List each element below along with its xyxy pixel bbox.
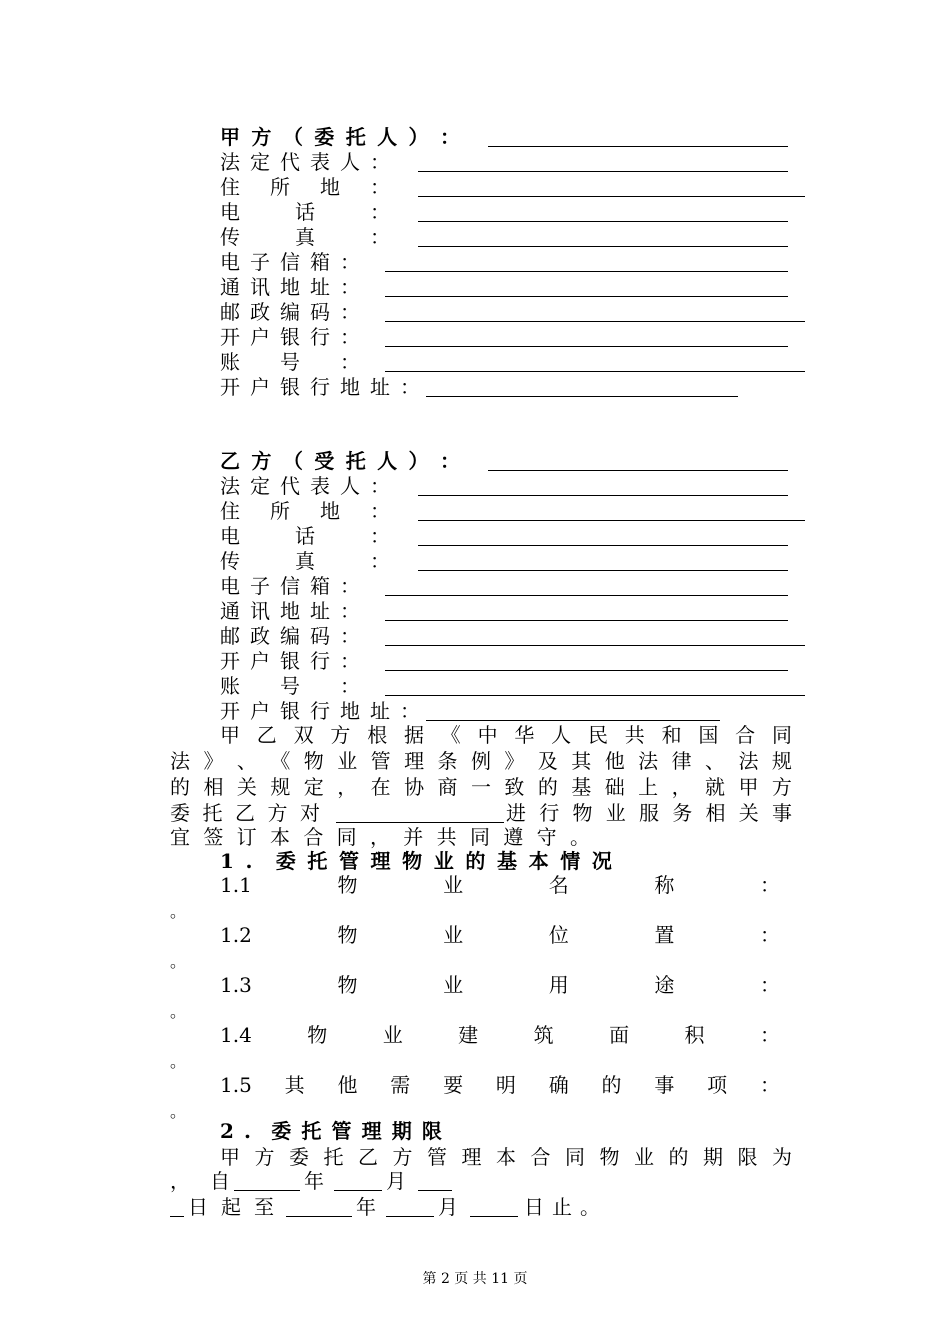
partyA-field-row (220, 249, 810, 275)
partyB-field-blank[interactable] (418, 525, 788, 546)
partyA-field-label: 开 户 银 行 ： (220, 325, 360, 349)
partyB-field-label: 开 户 银 行 地 址 ： (220, 699, 420, 723)
partyA-field-blank[interactable] (418, 151, 788, 172)
end-day-blank[interactable] (470, 1196, 518, 1217)
partyA-name-blank[interactable] (488, 126, 788, 147)
partyB-field-label: 电 话 ： (220, 524, 390, 548)
partyB-field-label: 法 定 代 表 人 ： (220, 474, 390, 498)
item-number: 1.3 (220, 973, 252, 997)
item-label-char: 确 (548, 1073, 569, 1097)
item-label-char: 物 (337, 873, 358, 897)
partyA-field-row (220, 174, 810, 200)
partyA-field-blank[interactable] (418, 201, 788, 222)
property-name-blank[interactable] (336, 802, 504, 823)
partyA-field-row (220, 349, 810, 375)
term-from-label: ， 自 (170, 1169, 230, 1193)
term-to-label: 日 起 至 (188, 1195, 274, 1219)
item-label-char: 项 (707, 1073, 728, 1097)
section-1-heading (220, 848, 612, 874)
partyB-field-label: 住 所 地 ： (220, 499, 390, 523)
start-year-blank[interactable] (234, 1170, 300, 1191)
partyA-field-blank[interactable] (385, 351, 805, 372)
partyA-field-row (220, 224, 810, 250)
section-1-item (220, 1022, 780, 1048)
item-label-char: 需 (390, 1073, 411, 1097)
item-number: 1.1 (220, 873, 252, 897)
item-label-char: 面 (609, 1023, 630, 1047)
partyB-title: 乙 方 （ 受 托 人 ） ： (220, 449, 460, 473)
partyB-field-blank[interactable] (385, 575, 788, 596)
partyB-field-label: 通 讯 地 址 ： (220, 599, 360, 623)
item-label-char: 要 (443, 1073, 464, 1097)
partyA-field-label: 法 定 代 表 人 ： (220, 150, 390, 174)
preamble-line-5 (170, 824, 590, 850)
partyA-field-row (220, 324, 810, 350)
partyB-field-blank[interactable] (385, 675, 805, 696)
partyB-name-blank[interactable] (488, 450, 788, 471)
partyB-field-label: 账 号 ： (220, 674, 360, 698)
partyB-field-blank[interactable] (418, 500, 805, 521)
partyB-field-row (220, 623, 810, 649)
page-footer: 第 2 页 共 11 页 (422, 1271, 528, 1287)
preamble-line-1: 甲 乙 双 方 根 据 《 中 华 人 民 共 和 国 合 同 (220, 723, 792, 747)
item-label-char: 业 (443, 923, 464, 947)
partyA-field-label: 邮 政 编 码 ： (220, 300, 360, 324)
preamble-line-4 (170, 800, 792, 826)
preamble-line-2: 法 》 、 《 物 业 管 理 条 例 》 及 其 他 法 律 、 法 规 (170, 749, 792, 773)
partyB-field-row (220, 698, 810, 724)
item-label-char: 建 (458, 1023, 479, 1047)
partyB-field-row (220, 673, 810, 699)
partyB-field-label: 开 户 银 行 ： (220, 649, 360, 673)
section-1-item (220, 872, 780, 898)
item-number: 1.4 (220, 1023, 252, 1047)
partyA-field-blank[interactable] (385, 251, 788, 272)
item-label-char: 业 (443, 973, 464, 997)
partyA-field-label: 电 子 信 箱 ： (220, 250, 360, 274)
item-label-char: 途 (654, 973, 675, 997)
partyA-field-row (220, 274, 810, 300)
preamble-line-3: 的 相 关 规 定 ， 在 协 商 一 致 的 基 础 上 ， 就 甲 方 (170, 775, 792, 799)
partyA-field-label: 住 所 地 ： (220, 175, 390, 199)
item-end-mark: 。 (170, 1002, 187, 1021)
start-month-blank[interactable] (334, 1170, 382, 1191)
item-end-mark: 。 (170, 1052, 187, 1071)
item-number: 1.2 (220, 923, 252, 947)
partyA-field-blank[interactable] (385, 326, 788, 347)
term-end-label: 日 止 。 (524, 1195, 600, 1219)
item-label-char: 事 (654, 1073, 675, 1097)
partyA-field-label: 开 户 银 行 地 址 ： (220, 375, 420, 399)
partyB-field-blank[interactable] (418, 475, 788, 496)
partyA-title-row (220, 124, 790, 150)
item-label-char: 业 (382, 1023, 403, 1047)
partyB-field-label: 电 子 信 箱 ： (220, 574, 360, 598)
partyA-field-row (220, 374, 810, 400)
partyB-field-row (220, 648, 810, 674)
start-year-label: 年 (304, 1169, 324, 1193)
partyB-field-row (220, 598, 810, 624)
partyB-field-blank[interactable] (385, 600, 788, 621)
end-year-label: 年 (356, 1195, 376, 1219)
section-1-heading-text: 1 . 委 托 管 理 物 业 的 基 本 情 况 (220, 849, 612, 873)
section-1-item (220, 1072, 780, 1098)
partyA-field-row (220, 299, 810, 325)
section-1-item (220, 922, 780, 948)
section-2-heading (220, 1118, 442, 1144)
partyB-field-blank[interactable] (426, 700, 720, 721)
item-label-char: 明 (495, 1073, 516, 1097)
preamble-line-4-start: 委 托 乙 方 对 (170, 801, 320, 825)
partyA-field-blank[interactable] (418, 176, 805, 197)
item-label-char: 其 (284, 1073, 305, 1097)
item-label-char: 物 (307, 1023, 328, 1047)
partyB-title-row (220, 448, 790, 474)
term-line-2 (170, 1168, 470, 1194)
item-colon: ： (759, 973, 780, 997)
term-line-3 (170, 1194, 610, 1220)
item-label-char: 积 (684, 1023, 705, 1047)
item-colon: ： (759, 1073, 780, 1097)
item-label-char: 位 (548, 923, 569, 947)
item-end-mark: 。 (170, 1102, 187, 1121)
partyB-field-row (220, 523, 810, 549)
item-label-char: 称 (654, 873, 675, 897)
partyB-field-row (220, 473, 810, 499)
partyB-field-label: 传 真 ： (220, 549, 390, 573)
partyA-field-blank[interactable] (426, 376, 738, 397)
item-colon: ： (759, 1023, 780, 1047)
item-label-char: 用 (548, 973, 569, 997)
start-day-blank-a[interactable] (418, 1170, 452, 1191)
item-label-char: 名 (548, 873, 569, 897)
partyA-field-label: 账 号 ： (220, 350, 360, 374)
partyB-field-blank[interactable] (385, 625, 805, 646)
item-colon: ： (759, 873, 780, 897)
partyB-field-row (220, 573, 810, 599)
item-label-char: 筑 (533, 1023, 554, 1047)
item-label-char: 的 (601, 1073, 622, 1097)
partyA-field-label: 传 真 ： (220, 225, 390, 249)
item-end-mark: 。 (170, 902, 187, 921)
partyA-field-row (220, 199, 810, 225)
section-1-item (220, 972, 780, 998)
end-year-blank[interactable] (286, 1196, 352, 1217)
partyB-field-row (220, 498, 810, 524)
partyA-field-label: 通 讯 地 址 ： (220, 275, 360, 299)
preamble-line-5-text: 宜 签 订 本 合 同 ， 并 共 同 遵 守 。 (170, 825, 590, 849)
partyA-field-row (220, 149, 810, 175)
end-month-blank[interactable] (386, 1196, 434, 1217)
partyB-field-blank[interactable] (418, 550, 788, 571)
preamble-line-4-end: 进 行 物 业 服 务 相 关 事 (506, 801, 792, 825)
term-line-1: 甲 方 委 托 乙 方 管 理 本 合 同 物 业 的 期 限 为 (220, 1145, 792, 1169)
item-label-char: 他 (337, 1073, 358, 1097)
item-end-mark: 。 (170, 952, 187, 971)
item-label-char: 业 (443, 873, 464, 897)
item-label-char: 物 (337, 923, 358, 947)
item-colon: ： (759, 923, 780, 947)
partyA-title: 甲 方 （ 委 托 人 ） ： (220, 125, 460, 149)
section-2-heading-text: 2 . 委 托 管 理 期 限 (220, 1119, 442, 1143)
item-label-char: 物 (337, 973, 358, 997)
item-number: 1.5 (220, 1073, 252, 1097)
partyB-field-blank[interactable] (385, 650, 788, 671)
partyA-field-blank[interactable] (385, 301, 805, 322)
partyB-field-row (220, 548, 810, 574)
item-label-char: 置 (654, 923, 675, 947)
start-month-label: 月 (386, 1169, 406, 1193)
partyA-field-label: 电 话 ： (220, 200, 390, 224)
start-day-blank-b[interactable] (170, 1196, 184, 1217)
end-month-label: 月 (438, 1195, 458, 1219)
partyB-field-label: 邮 政 编 码 ： (220, 624, 360, 648)
partyA-field-blank[interactable] (418, 226, 788, 247)
partyA-field-blank[interactable] (385, 276, 788, 297)
